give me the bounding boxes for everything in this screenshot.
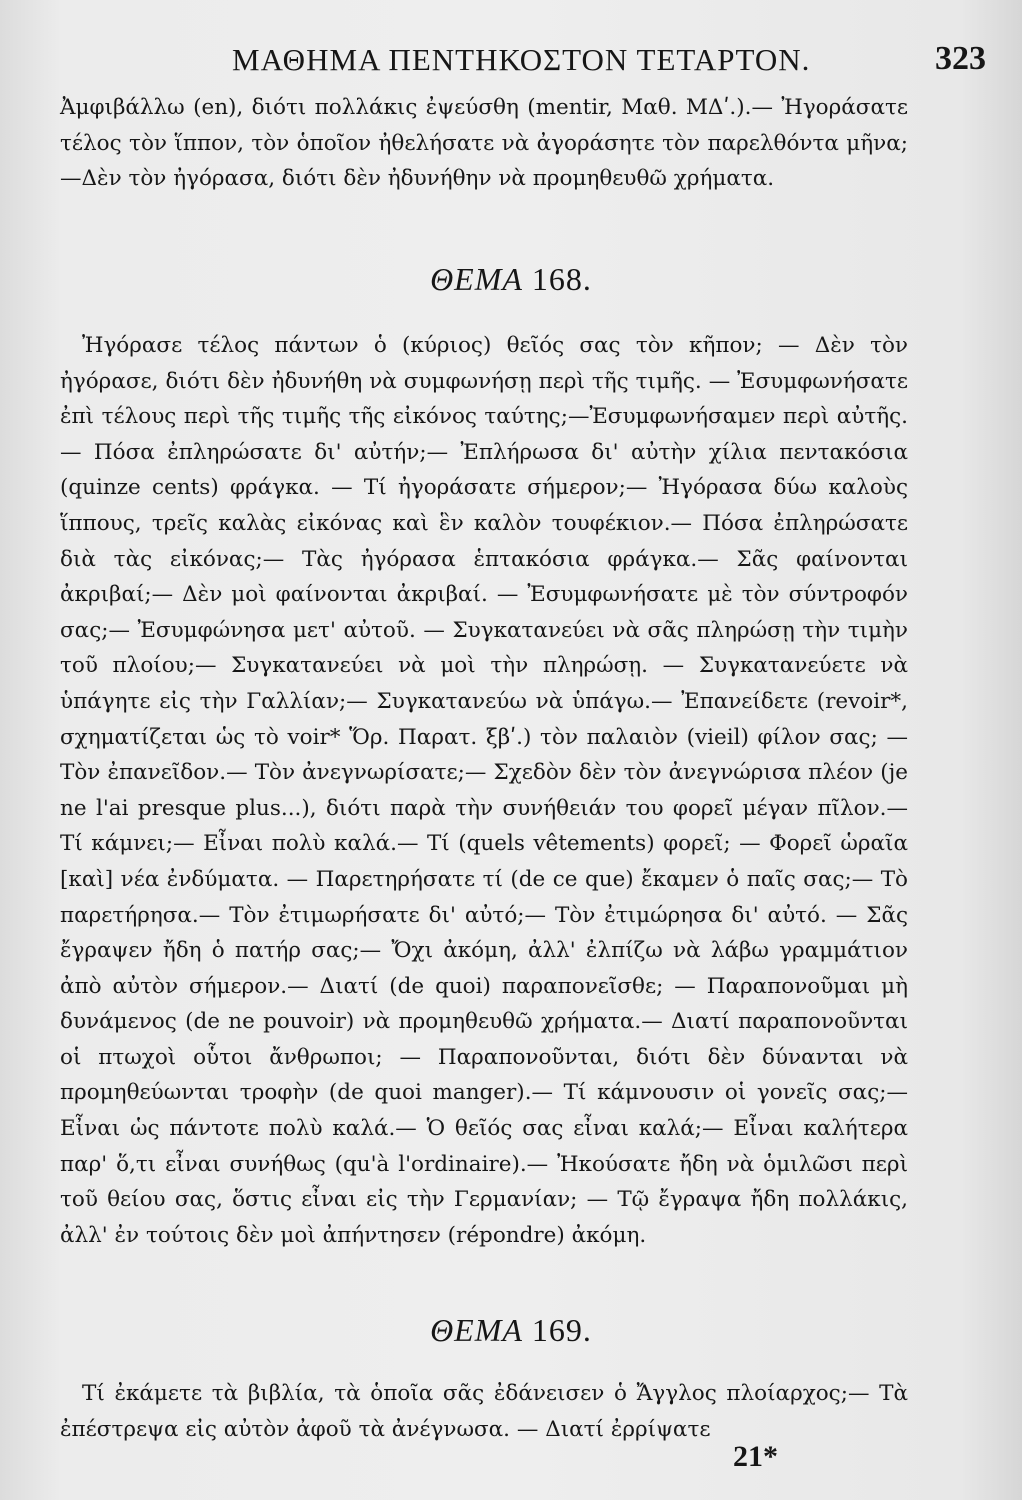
signature-mark: 21* xyxy=(733,1440,778,1473)
exercise-heading-169 xyxy=(0,1312,1022,1349)
exercise-heading-number: 168. xyxy=(531,261,592,297)
page-number: 323 xyxy=(935,40,986,77)
running-title: ΜΑΘΗΜΑ ΠΕΝΤΗΚΟΣΤΟΝ ΤΕΤΑΡΤΟΝ. xyxy=(232,42,811,77)
page-header xyxy=(0,38,1022,88)
paragraph-text: Ἠγόρασε τέλος πάντων ὁ (κύριος) θεῖός σας τὸν κῆπον; — Δὲν τὸν ἠγόρασε, διότι δὲν ἠδυνήθη νὰ συμφωνήσῃ περὶ τῆς τιμῆς. — Ἐσυμφωνήσατε ἐπὶ τέλους περὶ τῆς τιμῆς τῆς εἰκόνος ταύτης;—Ἐσυμφωνήσαμεν περὶ αὐτῆς.— Πόσα ἐπληρώσατε δι' αὐτήν;— Ἐπλήρωσα δι' αὐτὴν χίλια πεντακόσια (quinze cents) φράγκα. — Τί ἠγοράσατε σήμερον;— Ἠγόρασα δύω καλοὺς ἵππους, τρεῖς καλὰς εἰκόνας καὶ ἓν καλὸν τουφέκιον.— Πόσα ἐπληρώσατε διὰ τὰς εἰκόνας;— Τὰς ἠγόρασα ἑπτακόσια φράγκα.— Σᾶς φαίνονται ἀκριβαί;— Δὲν μοὶ φαίνονται ἀκριβαί. — Ἐσυμφωνήσατε μὲ τὸν σύντροφόν σας;— Ἐσυμφώνησα μετ' αὐτοῦ. — Συγκατανεύει νὰ σᾶς πληρώσῃ τὴν τιμὴν τοῦ πλοίου;— Συγκατανεύει νὰ μοὶ τὴν πληρώσῃ. — Συγκατανεύετε νὰ ὑπάγητε εἰς τὴν Γαλλίαν;— Συγκατανεύω νὰ ὑπάγω.— Ἐπανείδετε (revoir*, σχηματίζεται ὡς τὸ voir* Ὅρ. Παρατ. ξβʹ.) τὸν παλαιὸν (vieil) φίλον σας; — Τὸν ἐπανεῖδον.— Τὸν ἀνεγνωρίσατε;— Σχεδὸν δὲν τὸν ἀνεγνώρισα πλέον (je ne l'ai presque plus...), διότι παρὰ τὴν συνήθειάν του φορεῖ μέγαν πῖλον.— Τί κάμνει;— Εἶναι πολὺ καλά.— Τί (quels vêtements) φορεῖ; — Φορεῖ ὡραῖα [καὶ] νέα ἐνδύματα. — Παρετηρήσατε τί (de ce que) ἔκαμεν ὁ παῖς σας;— Τὸ παρετήρησα.— Τὸν ἐτιμωρήσατε δι' αὐτό;— Τὸν ἐτιμώρησα δι' αὐτό. — Σᾶς ἔγραψεν ἤδη ὁ πατήρ σας;— Ὄχι ἀκόμη, ἀλλ' ἐλπίζω νὰ λάβω γραμμάτιον ἀπὸ αὐτὸν σήμερον.— Διατί (de quoi) παραπονεῖσθε; — Παραπονοῦμαι μὴ δυνάμενος (de ne pouvoir) νὰ προμηθευθῶ χρήματα.— Διατί παραπονοῦνται οἱ πτωχοὶ οὗτοι ἄνθρωποι; — Παραπονοῦνται, διότι δὲν δύνανται νὰ προμηθεύωνται τροφὴν (de quoi manger).— Τί κάμνουσιν οἱ γονεῖς σας;— Εἶναι ὡς πάντοτε πολὺ καλά.— Ὁ θεῖός σας εἶναι καλά;— Εἶναι καλήτερα παρ' ὅ,τι εἶναι συνήθως (qu'à l'ordinaire).— Ἠκούσατε ἤδη νὰ ὁμιλῶσι περὶ τοῦ θείου σας, ὅστις εἶναι εἰς τὴν Γερμανίαν; — Τῷ ἔγραψα ἤδη πολλάκις, ἀλλ' ἐν τούτοις δὲν μοὶ ἀπήντησεν (répondre) ἀκόμη. xyxy=(60,333,908,1248)
exercise-heading-number: 169. xyxy=(531,1312,592,1348)
exercise-heading-word: ΘΕΜΑ xyxy=(430,261,523,297)
paragraph-text: Ἀμφιβάλλω (en), διότι πολλάκις ἐψεύσθη (mentir, Μαθ. ΜΔʹ.).— Ἠγοράσατε τέλος τὸν ἵππον, τὸν ὁποῖον ἠθελήσατε νὰ ἀγοράσητε τὸν παρελθόντα μῆνα;—Δὲν τὸν ἠγόρασα, διότι δὲν ἠδυνήθην νὰ προμηθευθῶ χρήματα. xyxy=(60,95,908,192)
exercise-heading-word: ΘΕΜΑ xyxy=(430,1312,523,1348)
exercise-169-body xyxy=(60,1376,908,1447)
exercise-168-body xyxy=(60,328,908,1253)
continuation-paragraph xyxy=(60,90,908,197)
exercise-heading-168 xyxy=(0,261,1022,298)
paragraph-text: Τί ἐκάμετε τὰ βιβλία, τὰ ὁποῖα σᾶς ἐδάνεισεν ὁ Ἄγγλος πλοίαρχος;— Τὰ ἐπέστρεψα εἰς αὐτὸν ἀφοῦ τὰ ἀνέγνωσα. — Διατί ἐρρίψατε xyxy=(60,1381,908,1442)
